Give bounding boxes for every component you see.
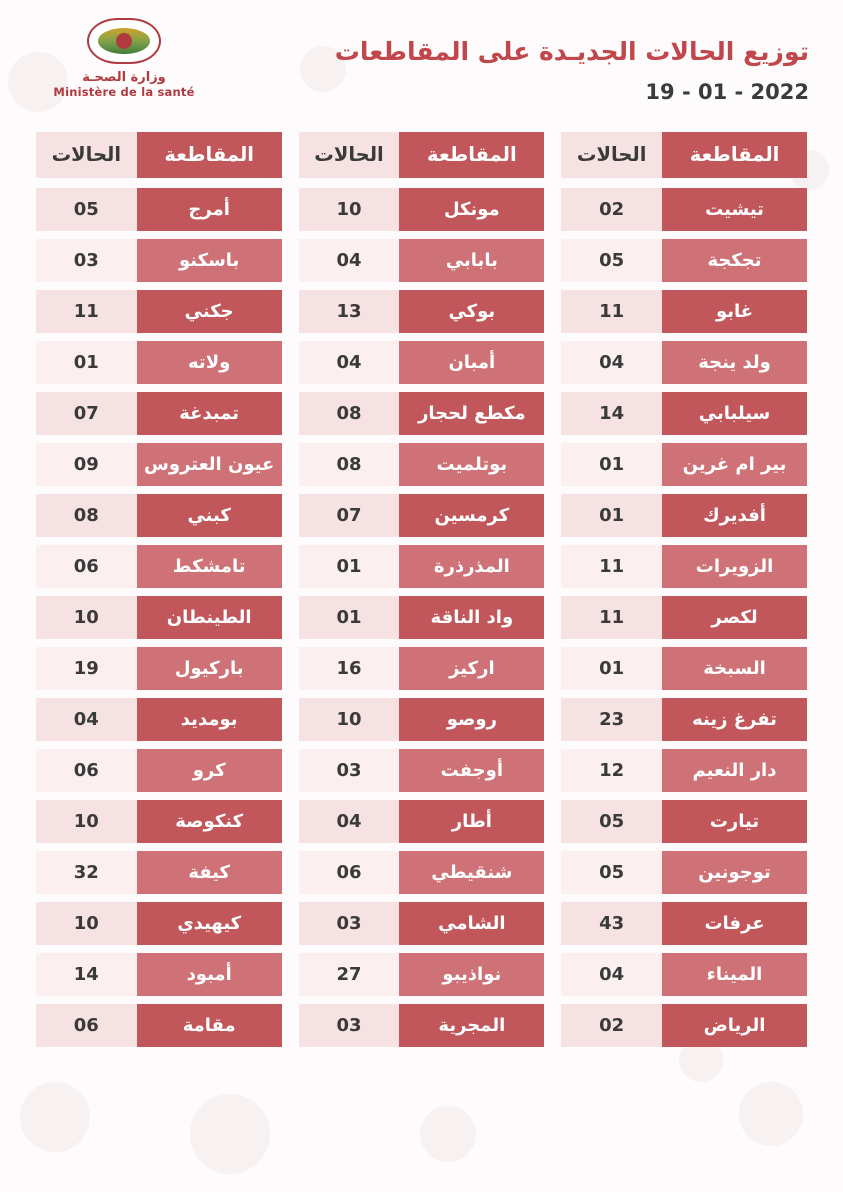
case-count: 04 bbox=[299, 341, 400, 384]
district-name: أطار bbox=[399, 800, 544, 843]
case-count: 16 bbox=[299, 647, 400, 690]
case-count: 04 bbox=[299, 800, 400, 843]
table-row bbox=[299, 647, 545, 690]
case-count: 01 bbox=[561, 647, 662, 690]
report-date: 19 - 01 - 2022 bbox=[645, 79, 809, 104]
case-count: 27 bbox=[299, 953, 400, 996]
table-row bbox=[561, 953, 807, 996]
table-row bbox=[561, 851, 807, 894]
decorative-virus-icon bbox=[739, 1082, 803, 1146]
case-count: 14 bbox=[561, 392, 662, 435]
case-count: 43 bbox=[561, 902, 662, 945]
table-row bbox=[299, 494, 545, 537]
case-count: 23 bbox=[561, 698, 662, 741]
district-name: بوتلميت bbox=[399, 443, 544, 486]
district-name: توجونين bbox=[662, 851, 807, 894]
table-row bbox=[561, 647, 807, 690]
case-count: 11 bbox=[561, 545, 662, 588]
district-name: كنكوصة bbox=[137, 800, 282, 843]
decorative-virus-icon bbox=[420, 1106, 476, 1162]
district-name: مقامة bbox=[137, 1004, 282, 1047]
table-row bbox=[561, 239, 807, 282]
district-name: كرمسين bbox=[399, 494, 544, 537]
district-name: كبني bbox=[137, 494, 282, 537]
ministry-name-fr: Ministère de la santé bbox=[53, 85, 195, 99]
district-name: جكني bbox=[137, 290, 282, 333]
case-count: 04 bbox=[36, 698, 137, 741]
table-header-row bbox=[561, 132, 807, 178]
case-count: 19 bbox=[36, 647, 137, 690]
title-block bbox=[335, 18, 809, 104]
page-header bbox=[0, 0, 843, 104]
column-header-cases: الحالات bbox=[36, 132, 137, 178]
table-row bbox=[36, 341, 282, 384]
table-row bbox=[36, 290, 282, 333]
district-name: الرياض bbox=[662, 1004, 807, 1047]
table-row bbox=[299, 1004, 545, 1047]
case-count: 05 bbox=[561, 851, 662, 894]
table-column-left bbox=[561, 132, 807, 1055]
table-row bbox=[561, 902, 807, 945]
column-header-district: المقاطعة bbox=[399, 132, 544, 178]
district-name: نواذيبو bbox=[399, 953, 544, 996]
table-row bbox=[561, 800, 807, 843]
case-count: 10 bbox=[36, 800, 137, 843]
table-row bbox=[36, 239, 282, 282]
district-name: دار النعيم bbox=[662, 749, 807, 792]
case-count: 04 bbox=[561, 341, 662, 384]
district-name: كيهيدي bbox=[137, 902, 282, 945]
table-row bbox=[561, 698, 807, 741]
district-name: مكطع لحجار bbox=[399, 392, 544, 435]
case-count: 08 bbox=[299, 392, 400, 435]
district-name: الميناء bbox=[662, 953, 807, 996]
district-name: ولد ينجة bbox=[662, 341, 807, 384]
table-row bbox=[299, 545, 545, 588]
district-name: واد الناقة bbox=[399, 596, 544, 639]
case-count: 05 bbox=[561, 800, 662, 843]
case-count: 01 bbox=[299, 596, 400, 639]
table-row bbox=[299, 851, 545, 894]
district-name: كيفة bbox=[137, 851, 282, 894]
table-row bbox=[561, 188, 807, 231]
case-count: 01 bbox=[36, 341, 137, 384]
case-count: 10 bbox=[299, 188, 400, 231]
column-header-cases: الحالات bbox=[561, 132, 662, 178]
district-name: المجرية bbox=[399, 1004, 544, 1047]
district-name: تفرغ زينه bbox=[662, 698, 807, 741]
district-name: غابو bbox=[662, 290, 807, 333]
district-name: تامشكط bbox=[137, 545, 282, 588]
case-count: 03 bbox=[299, 902, 400, 945]
district-name: مونكل bbox=[399, 188, 544, 231]
case-count: 10 bbox=[36, 902, 137, 945]
column-header-cases: الحالات bbox=[299, 132, 400, 178]
ministry-name-ar: وزارة الصحـة bbox=[82, 70, 166, 85]
district-name: عرفات bbox=[662, 902, 807, 945]
case-count: 01 bbox=[561, 443, 662, 486]
case-count: 14 bbox=[36, 953, 137, 996]
table-row bbox=[299, 239, 545, 282]
table-row bbox=[299, 341, 545, 384]
table-column-middle bbox=[299, 132, 545, 1055]
table-row bbox=[36, 596, 282, 639]
district-name: السبخة bbox=[662, 647, 807, 690]
table-row bbox=[299, 596, 545, 639]
table-row bbox=[561, 545, 807, 588]
district-name: أفديرك bbox=[662, 494, 807, 537]
table-row bbox=[299, 953, 545, 996]
decorative-virus-icon bbox=[190, 1094, 270, 1174]
table-header-row bbox=[299, 132, 545, 178]
table-row bbox=[561, 1004, 807, 1047]
table-body-right bbox=[36, 188, 282, 1047]
table-row bbox=[299, 749, 545, 792]
table-body-middle bbox=[299, 188, 545, 1047]
district-name: أوجفت bbox=[399, 749, 544, 792]
district-name: باركيول bbox=[137, 647, 282, 690]
table-row bbox=[561, 392, 807, 435]
district-name: الشامي bbox=[399, 902, 544, 945]
case-count: 10 bbox=[36, 596, 137, 639]
case-count: 06 bbox=[36, 545, 137, 588]
table-row bbox=[299, 392, 545, 435]
table-row bbox=[299, 443, 545, 486]
district-name: المذرذرة bbox=[399, 545, 544, 588]
district-name: باسكنو bbox=[137, 239, 282, 282]
district-name: عيون العتروس bbox=[137, 443, 282, 486]
case-count: 03 bbox=[36, 239, 137, 282]
district-name: ولاته bbox=[137, 341, 282, 384]
case-count: 08 bbox=[36, 494, 137, 537]
case-count: 07 bbox=[36, 392, 137, 435]
district-name: اركيز bbox=[399, 647, 544, 690]
table-row bbox=[561, 341, 807, 384]
district-name: أمرج bbox=[137, 188, 282, 231]
table-row bbox=[36, 443, 282, 486]
table-row bbox=[561, 443, 807, 486]
district-name: سيلبابي bbox=[662, 392, 807, 435]
district-name: أمبان bbox=[399, 341, 544, 384]
table-body-left bbox=[561, 188, 807, 1047]
table-row bbox=[36, 851, 282, 894]
district-name: بوكي bbox=[399, 290, 544, 333]
district-name: الطينطان bbox=[137, 596, 282, 639]
table-row bbox=[561, 596, 807, 639]
case-count: 06 bbox=[299, 851, 400, 894]
district-name: بير ام غرين bbox=[662, 443, 807, 486]
table-column-right bbox=[36, 132, 282, 1055]
case-count: 13 bbox=[299, 290, 400, 333]
case-count: 03 bbox=[299, 749, 400, 792]
decorative-virus-icon bbox=[20, 1082, 90, 1152]
case-count: 08 bbox=[299, 443, 400, 486]
case-count: 09 bbox=[36, 443, 137, 486]
case-count: 11 bbox=[561, 290, 662, 333]
district-name: بومديد bbox=[137, 698, 282, 741]
table-row bbox=[36, 749, 282, 792]
district-name: أمبود bbox=[137, 953, 282, 996]
table-row bbox=[299, 188, 545, 231]
case-count: 06 bbox=[36, 749, 137, 792]
table-row bbox=[561, 749, 807, 792]
table-row bbox=[561, 494, 807, 537]
table-row bbox=[299, 698, 545, 741]
column-header-district: المقاطعة bbox=[662, 132, 807, 178]
case-count: 04 bbox=[299, 239, 400, 282]
case-count: 12 bbox=[561, 749, 662, 792]
table-row bbox=[299, 800, 545, 843]
page-title: توزيع الحالات الجديـدة على المقاطعات bbox=[334, 37, 809, 66]
case-count: 04 bbox=[561, 953, 662, 996]
district-name: تيارت bbox=[662, 800, 807, 843]
case-count: 11 bbox=[36, 290, 137, 333]
district-name: تيشيت bbox=[662, 188, 807, 231]
table-row bbox=[36, 188, 282, 231]
case-count: 11 bbox=[561, 596, 662, 639]
district-name: تجكجة bbox=[662, 239, 807, 282]
case-count: 10 bbox=[299, 698, 400, 741]
case-count: 07 bbox=[299, 494, 400, 537]
case-count: 02 bbox=[561, 188, 662, 231]
table-row bbox=[36, 545, 282, 588]
case-count: 03 bbox=[299, 1004, 400, 1047]
district-name: كرو bbox=[137, 749, 282, 792]
table-row bbox=[299, 902, 545, 945]
table-row bbox=[36, 902, 282, 945]
case-count: 01 bbox=[561, 494, 662, 537]
case-count: 01 bbox=[299, 545, 400, 588]
district-name: تمبدغة bbox=[137, 392, 282, 435]
district-name: روصو bbox=[399, 698, 544, 741]
national-emblem-icon bbox=[87, 18, 161, 64]
case-count: 05 bbox=[561, 239, 662, 282]
table-row bbox=[561, 290, 807, 333]
district-name: الزويرات bbox=[662, 545, 807, 588]
case-count: 02 bbox=[561, 1004, 662, 1047]
table-header-row bbox=[36, 132, 282, 178]
case-count: 05 bbox=[36, 188, 137, 231]
table-row bbox=[36, 647, 282, 690]
table-row bbox=[36, 698, 282, 741]
table-row bbox=[36, 953, 282, 996]
table-row bbox=[299, 290, 545, 333]
column-header-district: المقاطعة bbox=[137, 132, 282, 178]
table-row bbox=[36, 800, 282, 843]
table-row bbox=[36, 1004, 282, 1047]
ministry-logo bbox=[34, 18, 214, 99]
table-row bbox=[36, 494, 282, 537]
district-name: شنقيطي bbox=[399, 851, 544, 894]
district-name: لكصر bbox=[662, 596, 807, 639]
table-row bbox=[36, 392, 282, 435]
district-name: بابابي bbox=[399, 239, 544, 282]
cases-tables bbox=[0, 132, 843, 1055]
case-count: 06 bbox=[36, 1004, 137, 1047]
case-count: 32 bbox=[36, 851, 137, 894]
